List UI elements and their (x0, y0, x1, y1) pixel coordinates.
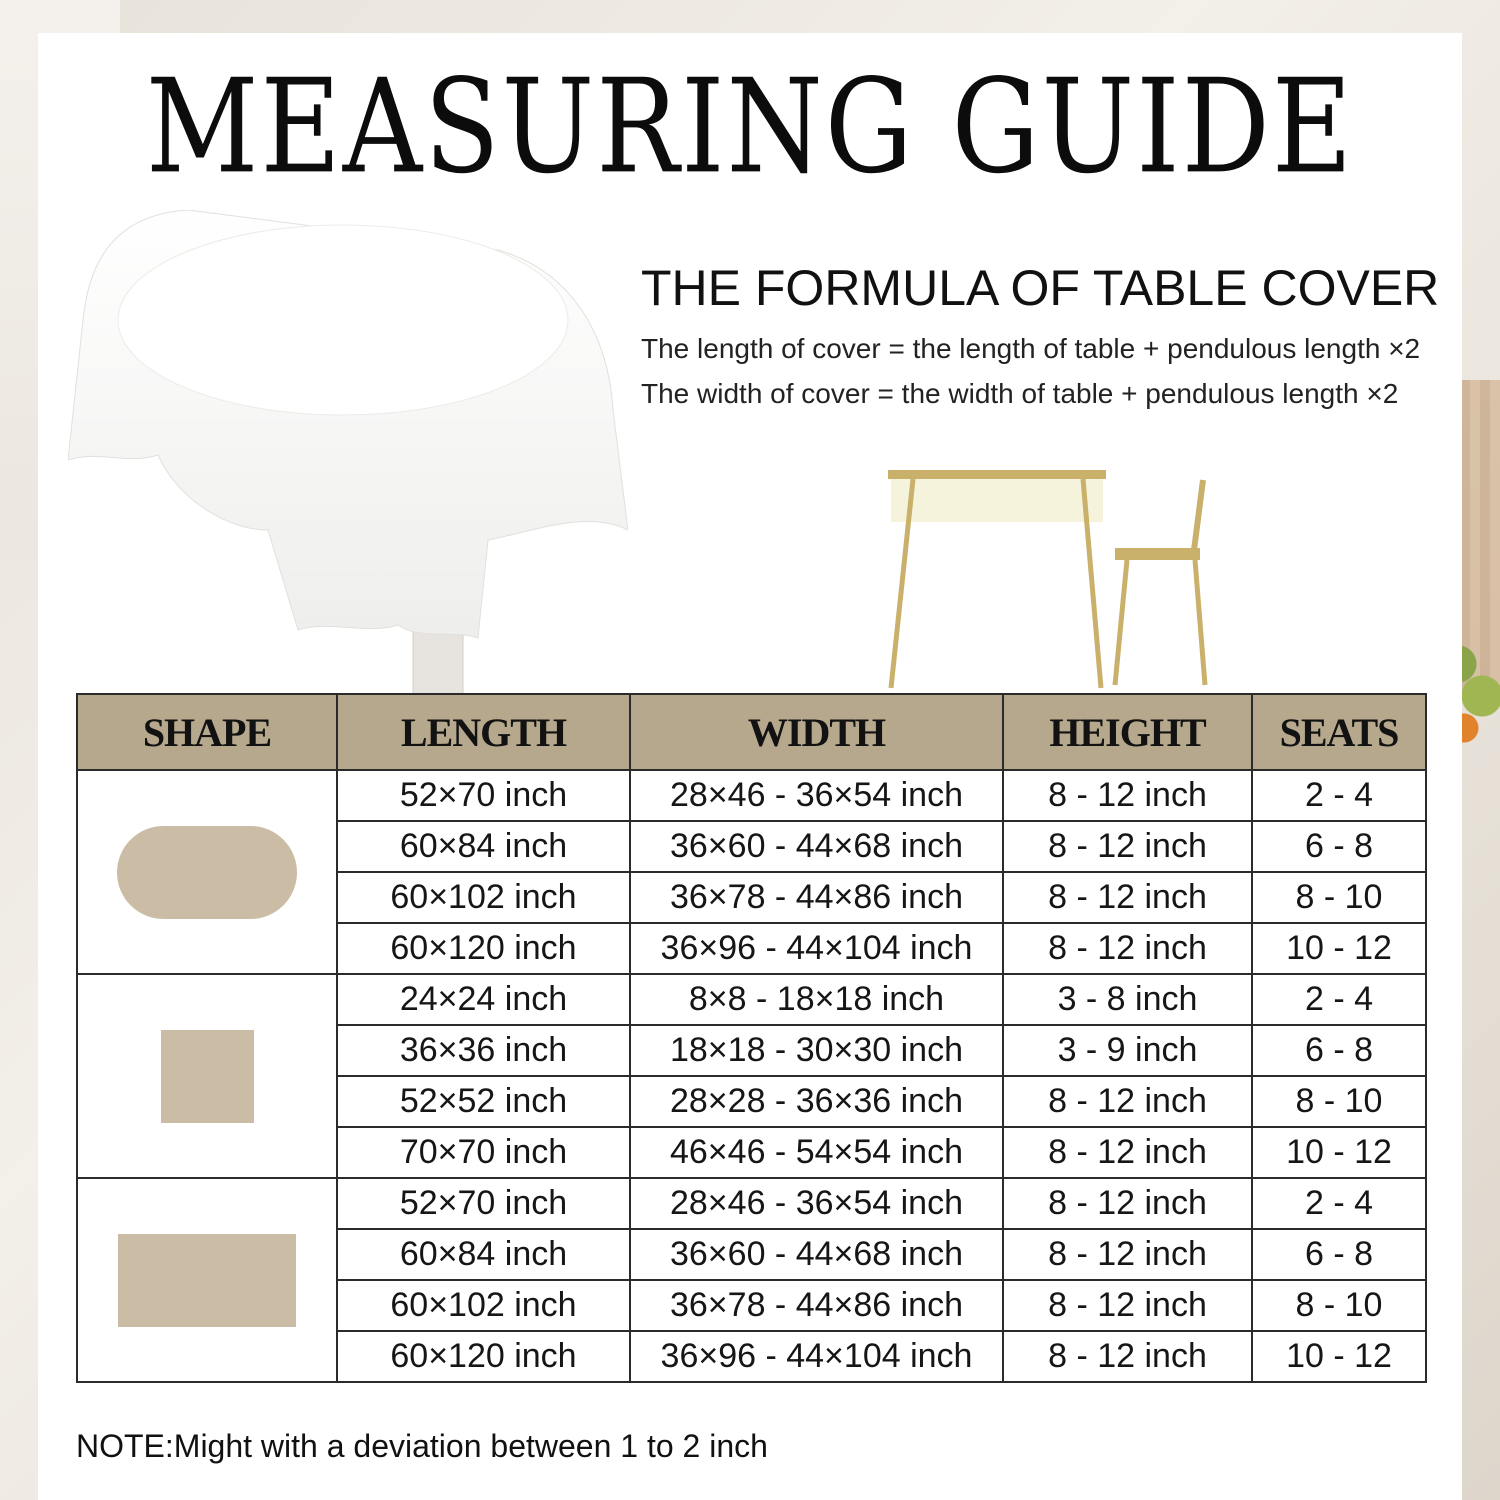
height-cell: 8 - 12 inch (1003, 1127, 1252, 1178)
seats-cell: 6 - 8 (1252, 1025, 1426, 1076)
width-cell: 36×78 - 44×86 inch (630, 872, 1003, 923)
height-cell: 3 - 8 inch (1003, 974, 1252, 1025)
length-cell: 60×120 inch (337, 923, 630, 974)
height-cell: 8 - 12 inch (1003, 1331, 1252, 1382)
seats-cell: 2 - 4 (1252, 974, 1426, 1025)
table-header-row (77, 694, 1426, 770)
square-shape-icon (161, 1030, 254, 1123)
width-cell: 46×46 - 54×54 inch (630, 1127, 1003, 1178)
table-chair-illustration (883, 470, 1213, 690)
width-cell: 36×96 - 44×104 inch (630, 923, 1003, 974)
height-cell: 8 - 12 inch (1003, 923, 1252, 974)
width-cell: 36×78 - 44×86 inch (630, 1280, 1003, 1331)
header-width: WIDTH (630, 694, 1003, 770)
size-table (76, 693, 1427, 1383)
length-cell: 60×84 inch (337, 821, 630, 872)
deviation-note: NOTE:Might with a deviation between 1 to 2 inch (76, 1428, 768, 1464)
width-cell: 28×46 - 36×54 inch (630, 770, 1003, 821)
oval-shape-icon (117, 826, 297, 919)
width-cell: 28×46 - 36×54 inch (630, 1178, 1003, 1229)
length-cell: 52×52 inch (337, 1076, 630, 1127)
seats-cell: 10 - 12 (1252, 1331, 1426, 1382)
seats-cell: 8 - 10 (1252, 1076, 1426, 1127)
height-cell: 8 - 12 inch (1003, 1178, 1252, 1229)
seats-cell: 8 - 10 (1252, 872, 1426, 923)
seats-cell: 2 - 4 (1252, 770, 1426, 821)
header-length: LENGTH (337, 694, 630, 770)
height-cell: 8 - 12 inch (1003, 1280, 1252, 1331)
length-cell: 52×70 inch (337, 1178, 630, 1229)
width-cell: 36×60 - 44×68 inch (630, 821, 1003, 872)
header-shape: SHAPE (77, 694, 337, 770)
length-cell: 70×70 inch (337, 1127, 630, 1178)
seats-cell: 8 - 10 (1252, 1280, 1426, 1331)
width-cell: 36×96 - 44×104 inch (630, 1331, 1003, 1382)
height-cell: 8 - 12 inch (1003, 770, 1252, 821)
formula-heading: THE FORMULA OF TABLE COVER (641, 260, 1440, 316)
width-cell: 36×60 - 44×68 inch (630, 1229, 1003, 1280)
width-cell: 18×18 - 30×30 inch (630, 1025, 1003, 1076)
formula-length-line: The length of cover = the length of table + pendulous length ×2 (641, 333, 1421, 364)
seats-cell: 6 - 8 (1252, 821, 1426, 872)
rectangle-shape-icon (118, 1234, 296, 1327)
width-cell: 28×28 - 36×36 inch (630, 1076, 1003, 1127)
length-cell: 60×84 inch (337, 1229, 630, 1280)
length-cell: 24×24 inch (337, 974, 630, 1025)
length-cell: 60×102 inch (337, 872, 630, 923)
table-row (77, 770, 1426, 821)
seats-cell: 10 - 12 (1252, 923, 1426, 974)
length-cell: 52×70 inch (337, 770, 630, 821)
table-row (77, 1178, 1426, 1229)
shape-cell-square (77, 974, 337, 1178)
guide-card (38, 33, 1462, 1500)
height-cell: 8 - 12 inch (1003, 1076, 1252, 1127)
length-cell: 36×36 inch (337, 1025, 630, 1076)
page-title: MEASURING GUIDE (145, 51, 1355, 203)
width-cell: 8×8 - 18×18 inch (630, 974, 1003, 1025)
height-cell: 3 - 9 inch (1003, 1025, 1252, 1076)
seats-cell: 2 - 4 (1252, 1178, 1426, 1229)
length-cell: 60×102 inch (337, 1280, 630, 1331)
height-cell: 8 - 12 inch (1003, 872, 1252, 923)
seats-cell: 6 - 8 (1252, 1229, 1426, 1280)
header-seats: SEATS (1252, 694, 1426, 770)
shape-cell-rectangle (77, 1178, 337, 1382)
formula-width-line: The width of cover = the width of table + pendulous length ×2 (641, 378, 1399, 409)
shape-cell-oval (77, 770, 337, 974)
height-cell: 8 - 12 inch (1003, 821, 1252, 872)
tablecloth-image (68, 210, 628, 705)
header-height: HEIGHT (1003, 694, 1252, 770)
seats-cell: 10 - 12 (1252, 1127, 1426, 1178)
length-cell: 60×120 inch (337, 1331, 630, 1382)
table-row (77, 974, 1426, 1025)
height-cell: 8 - 12 inch (1003, 1229, 1252, 1280)
